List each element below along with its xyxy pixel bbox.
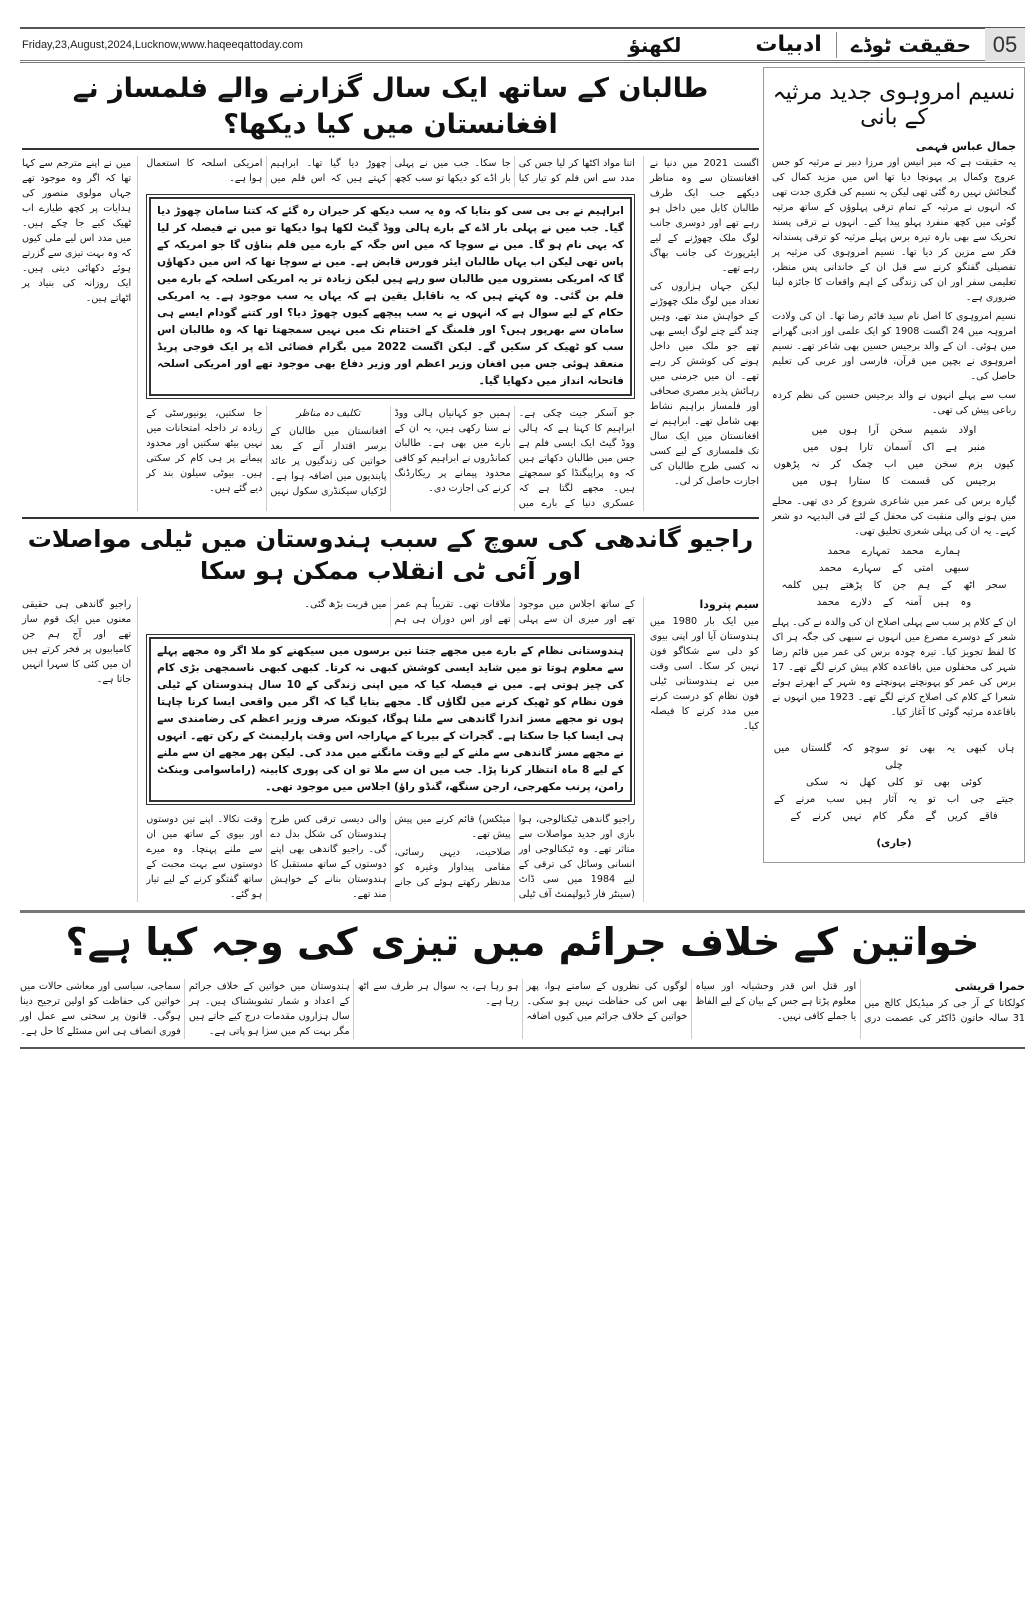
paragraph: کولکاتا کے آر جی کر میڈیکل کالج میں 31 سالہ خاتون ڈاکٹر کی عصمت دری اور قتل اس قدر وحشیانہ اور سیاہ معلوم پڑتا ہے جس کے بیان کے لیے الفاظ یا جملے کافی نہیں۔	[695, 980, 1025, 1024]
column-group	[146, 812, 635, 902]
poem-line: ہاں کبھی یہ بھی تو سوچو کہ گلستاں میں چلی	[773, 743, 1015, 771]
divider	[836, 32, 837, 58]
poem-stanza	[772, 543, 1016, 611]
article-body	[22, 156, 759, 511]
city-label: لکھنؤ	[628, 32, 682, 57]
poem-line: سحر اٹھ کے ہم جن کا پڑھتے ہیں کلمہ	[781, 580, 1007, 591]
paragraph: لوگوں کی نظروں کے سامنے ہوا، پھر بھی اس کی حفاظت نہیں ہو سکی۔ خواتین کے خلاف جرائم میں کیوں اضافہ ہو رہا ہے، یہ سوال ہر طرف سے اٹھ رہا ہے۔	[357, 980, 688, 1022]
byline: جمال عباس فہمی	[915, 140, 1016, 153]
paragraph: صلاحیت، دیہی رسائی، مقامی پیداوار وغیرہ کو مدنظر رکھتے ہوئے کی جانے والی دیسی ترقی کس طرح ہندوستان کی شکل بدل دے گی۔ راجیو گاندھی بھی اپنے دوستوں کے ساتھ مستقبل کا ہندوستان بنانے کے خواہش مند تھے۔	[270, 814, 511, 901]
poem-line: منبر ہے اک آسمان تارا ہوں میں	[802, 442, 986, 453]
section-title: ادبیات	[755, 32, 822, 57]
page-number: 05	[985, 28, 1025, 61]
poem-line: فاقے کریں گے مگر کام نہیں کرنے کے	[790, 811, 998, 822]
main-row	[20, 67, 1025, 902]
poem-line: اولاد شمیم سخن آرا ہوں میں	[811, 425, 977, 436]
poem-line: کیوں بزم سخن میں اب چمک کر نہ پڑھوں	[773, 459, 1015, 470]
paragraph: سماجی، سیاسی اور معاشی حالات میں خواتین کی حفاظت کو اولین ترجیح دینا ہوگی۔ قانون پر سختی سے عمل اور فوری انصاف ہی اس مسئلے کا حل ہے۔	[20, 980, 181, 1037]
column-group	[146, 156, 635, 187]
sidebar-headline: نسیم امروہوی جدید مرثیہ کے بانی	[772, 80, 1016, 130]
date-line: Friday,23,August,2024,Lucknow,www.haqeeqattoday.com	[22, 38, 303, 51]
paragraph: وقت نکالا۔ اپنے تین دوستوں اور بیوی کے ساتھ میں ان سے ملنے پہنچا۔ وہ میرے دوستوں سے بہت محبت کے ساتھ گفتگو کرنے کے لیے تیار ہو گئے۔	[146, 814, 263, 901]
continued-label: (جاری)	[876, 838, 912, 849]
paragraph: راجیو گاندھی ٹیکنالوجی، ہوا بازی اور جدید مواصلات سے متاثر تھے۔ وہ ٹیکنالوجی اور انسانی وسائل کی ترقی کے لیے 1984 میں سی ڈاٹ (سینٹر فار ڈیولپمنٹ آف ٹیلی میٹکس) قائم کرنے میں پیش پیش تھے۔	[394, 814, 635, 901]
paragraph: کے ساتھ اجلاس میں موجود تھے اور میری ان سے پہلی ملاقات تھی۔ تقریباً ہم عمر تھے اور اس دوران ہی ہم میں قربت بڑھ گئی۔	[304, 599, 635, 626]
paragraph: افغانستان میں طالبان کے برسر اقتدار آنے کے بعد خواتین کی زندگیوں پر عائد پابندیوں میں اضافہ ہوا ہے۔ لڑکیاں سیکنڈری سکول نہیں جا سکتیں، یونیورسٹی کے زیادہ تر داخلہ امتحانات میں نہیں بیٹھ سکتیں اور محدود پیمانے پر ہی کام کر سکتی ہیں۔ بیوٹی سیلون بند کر دیے گئے ہیں۔	[146, 407, 387, 497]
sidebar-paragraph: یہ حقیقت ہے کہ میر انیس اور مرزا دبیر نے مرثیہ کو جس عروج وکمال پر پہونچا دیا تھا اس میں مزید کمال کی گنجائش نہیں رہ گئی تھی لیکن یہ نسیم کی فکری جدت تھی کہ انہوں نے مرثیہ کے تمام ترقی پہلوؤں کے ساتھ مرثیہ گوئی میں کچھ منفرد پہلو پیدا کیے۔ انہوں نے ترقی پسند تحریک سے بھی بارہ تیرہ برس پہلے مرثیہ کو ترقی پسندانہ فکر سے مزین کر دیا تھا۔ نسیم امروہوی کی مرثیہ پر تفصیلی گفتگو کرنے سے قبل ان کے خاندانی پس منظر، تعلیمی سفر اور ان کی زندگی کے اہم واقعات کا جائزہ لینا ضروری ہے۔	[772, 157, 1016, 303]
poem-line: کوئی بھی تو کلی کھل نہ سکی	[805, 777, 983, 788]
column	[22, 597, 138, 902]
article-body	[20, 979, 1025, 1039]
masthead	[20, 27, 1025, 63]
divider	[22, 148, 759, 150]
paragraph: اتنا مواد اکٹھا کر لیا جس کی مدد سے اس فلم کو تیار کیا جا سکا۔ جب میں نے پہلی بار اڈے کو دیکھا تو سب کچھ چھوڑ دیا گیا تھا۔ ابراہیم کہتے ہیں کہ اس فلم میں امریکی اسلحہ کا استعمال ہوا ہے۔	[146, 157, 635, 184]
sidebar-paragraph: سب سے پہلے انہوں نے والد برجیس حسین کی نظم کردہ رباعی پیش کی تھی۔	[772, 390, 1016, 416]
column	[643, 156, 759, 511]
byline: حمرا قریشی	[954, 979, 1025, 993]
poem-line: سبھی امتی کے سہارے محمد	[819, 563, 969, 574]
paragraph: ہندوستان میں خواتین کے خلاف جرائم کے اعداد و شمار تشویشناک ہیں۔ ہر سال ہزاروں مقدمات درج کیے جاتے ہیں مگر بہت کم میں سزا ہو پاتی ہے۔	[188, 980, 350, 1037]
poem-stanza	[772, 422, 1016, 490]
poem-line: وہ ہیں آمنہ کے دلارے محمد	[816, 597, 972, 608]
paragraph: میں ایک بار 1980 میں ہندوستان آیا اور اپنی بیوی کو دلی سے شکاگو فون نہیں کر سکا۔ اسی وقت میں نے ہندوستانی ٹیلی فون نظام کو درست کرنے میں مدد کرنے کا فیصلہ کیا۔	[649, 616, 759, 733]
bottom-rule	[20, 1047, 1025, 1049]
article-headline: راجیو گاندھی کی سوچ کے سبب ہندوستان میں ٹیلی مواصلات اور آئی ٹی انقلاب ممکن ہو سکا	[27, 524, 754, 586]
paragraph: راجیو گاندھی ہی حقیقی معنوں میں ایک قوم ساز تھے اور آج ہم جن کامیابیوں پر فخر کرتے ہیں ان میں کئی کا سہرا انہیں جاتا ہے۔	[22, 599, 132, 686]
poem-line: جیتے جی اب تو یہ آثار ہیں سب مرنے کے	[773, 794, 1015, 805]
sidebar-paragraph: ان کے کلام پر سب سے پہلی اصلاح ان کی والدہ نے کی۔ پہلے شعر کے دوسرے مصرع میں انہوں نے سبھی کی جگہ ہر اک کا لفظ تجویز کیا۔ تیرہ چودہ برس کی عمر میں قائم رضا شہر کی محفلوں میں باقاعدہ کلام پیش کرنے لگے تھے۔ 17 برس کی عمر کو پہونچتے پہونچتے وہ شہر کے ابھرتے ہوئے شعرا کے کلام کی اصلاح کرنے لگے تھے۔ 1923 میں انہوں نے باقاعدہ مرثیہ گوئی کا آغاز کیا۔	[772, 617, 1016, 718]
paragraph: لیکن جہاں ہزاروں کی تعداد میں لوگ ملک چھوڑنے کے خواہش مند تھے، وہیں چند گنے چنے لوگ ایسے بھی تھے جو ملک میں داخل ہونے کی کوشش کر رہے تھے۔ ان میں جرمنی میں رہائش پذیر مصری صحافی اور فلمساز براہیم نشاط بھی شامل تھے۔ ابراہیم نے افغانستان میں ایک سال تک فلمسازی کے لیے کسی نہ کسی طرح طالبان کی اجازت حاصل کر لی۔	[649, 280, 759, 487]
column	[22, 156, 138, 511]
article-body	[22, 597, 759, 902]
article-headline: خواتین کے خلاف جرائم میں تیزی کی وجہ کیا ہے؟	[65, 920, 980, 965]
subheading: تکلیف دہ مناظر	[296, 407, 361, 419]
paragraph: اگست 2021 میں دنیا نے افغانستان سے وہ مناظر دیکھے جب ایک طرف طالبان کابل میں داخل ہو رہے تھے اور دوسری جانب لوگ ملک چھوڑنے کے لیے ایئرپورٹ کی جانب بھاگ رہے تھے۔	[649, 157, 759, 274]
paragraph: میں نے اپنے مترجم سے کہا تھا کہ اگر وہ موجود تھے جہاں مولوی منصور کی ہدایات پر کچھ طیارے اب ٹھیک کیے جا چکے ہیں۔ میں مدد اس لیے ملی کیوں کہ وہ بہت تیزی سے گزرتے ہوئے دکھائی دیتی ہیں۔ ایک روزانہ کی بنیاد پر اٹھاتے ہیں۔	[22, 157, 132, 304]
sidebar-paragraph: گیارہ برس کی عمر میں شاعری شروع کر دی تھی۔ محلے میں ہونے والی منقبت کی محفل کے لئے فی البدیہہ دو شعر کہے۔ یہ ان کی پہلی شعری تخلیق تھی۔	[772, 496, 1016, 537]
sidebar-article	[763, 67, 1025, 863]
poem-line: برجیس کی قسمت کا ستارا ہوں میں	[792, 476, 996, 487]
column-group	[146, 406, 635, 511]
article-headline: طالبان کے ساتھ ایک سال گزارنے والے فلمساز نے افغانستان میں کیا دیکھا؟	[72, 73, 709, 141]
sidebar-paragraph: نسیم امروہوی کا اصل نام سید قائم رضا تھا۔ ان کی ولادت امروہہ میں 24 اگست 1908 کو ایک علمی اور ادبی گھرانے میں ہوئی۔ ان کے والد برجیس حسین بھی شاعر تھے۔ نسیم امروہوی نے بچپن میں قرآن، فارسی اور عربی کی تعلیم حاصل کی۔	[772, 311, 1017, 382]
newspaper-logo: حقیقت ٹوڈے	[850, 32, 971, 57]
column-group	[146, 597, 635, 627]
paragraph: جو آسکر جیت چکی ہے۔ ابراہیم کا کہنا ہے کہ ہالی ووڈ گیٹ ایک ایسی فلم ہے جس میں طالبان دکھاتے ہیں کہ وہ پراپیگنڈا کو سمجھتے ہیں۔ مجھے لگتا ہے کہ عسکری دنیا کے بارے میں ہمیں جو کہانیاں ہالی ووڈ نے سنا رکھی ہیں، یہ ان کے بارے میں بھی ہے۔ طالبان کمانڈروں نے ابراہیم کو کافی محدود پیمانے پر ریکارڈنگ کرنے کی اجازت دی۔	[394, 407, 635, 509]
column	[643, 597, 759, 902]
pullquote-box: ابراہیم نے بی بی سی کو بتایا کہ وہ یہ سب دیکھ کر حیران رہ گئے کہ کتنا سامان چھوڑ دیا گیا۔ جب میں نے پہلی بار اڈے کے بارے ہالی ووڈ گیٹ لکھا ہوا دیکھا تو میں نے فیصلہ کر لیا کہ یہی نام ہو گا۔ میں نے سوچا کہ میں اس جگہ کے بارے میں فلم بناؤں گا جو امریکہ کے پاس تھی لیکن اب یہاں طالبان ایئر فورس قابض ہے۔ میں نے سوچا تھا کہ اس میں دکھاؤں گا کہ امریکی بستروں میں طالبان سو رہے ہیں لیکن زیادہ تر یہ امریکی اسلحہ کے بارے میں فلم بن گئی۔ وہ کہتے ہیں کہ یہ ناقابل یقین ہے کہ یہاں یہ سب موجود ہے۔ یہ امریکی حکام کے لیے سوال ہے کہ انہوں نے یہ سب پیچھے کیوں چھوڑ دیا؟ اور کتنے گودام ایسے ہی سامان سے بھرپور ہیں؟ اور فلمنگ کے اختتام تک میں نہیں سمجھتا تھا کہ وہ طالبان اس سب کو ٹھیک کر سکیں گے۔ لیکن اگست 2022 میں بگرام فضائی اڈے پر ایک فوجی پریڈ منعقد ہوئی جس میں افغان وزیر اعظم اور وزیر دفاع بھی موجود تھے اور امریکی اسلحہ فاتحانہ انداز میں دکھایا گیا۔	[149, 197, 632, 396]
byline: سیم پترودا	[699, 598, 759, 612]
poem-stanza	[772, 740, 1016, 825]
poem-line: ہمارے محمد تمہارے محمد	[827, 546, 961, 557]
main-articles	[22, 67, 759, 902]
pullquote-box: ہندوستانی نظام کے بارے میں مجھے جتنا تین برسوں میں سیکھنے کو ملا اگر وہ مجھے پہلے سے معلوم ہوتا تو میں شاید ایسی کوشش کبھی نہ کرتا۔ کبھی کبھی ناسمجھی بڑی کام کی چیز ہوتی ہے۔ میں نے فیصلہ کیا کہ میں اپنی زندگی کے 10 سال ہندوستان کے ٹیلی فون نظام کو ٹھیک کرنے میں لگاؤں گا۔ مجھے بتایا گیا کہ اگر میں واقعی ایسا کرنا چاہتا ہوں تو مجھے مسز اندرا گاندھی سے ملنا ہوگا، کیونکہ صرف وزیر اعظم کی رضامندی سے ہی ایسا کیا جا سکتا ہے۔ گجرات کے بیریا کے مہاراجہ اس وقت پارلیمنٹ کے رکن تھے۔ انہوں نے مجھے مسز گاندھی سے ملنے کے لیے وقت مانگنے میں مدد کی۔ لیکن پھر مجھے ان سے ملنے کے لیے 8 ماہ انتظار کرنا پڑا۔ جب میں ان سے ملا تو ان کی پوری کابینہ (راماسوامی وینکٹ رامن، پرنب مکھرجی، ارجن سنگھ، گنڈو راؤ) اجلاس میں موجود تھی۔	[149, 637, 632, 802]
